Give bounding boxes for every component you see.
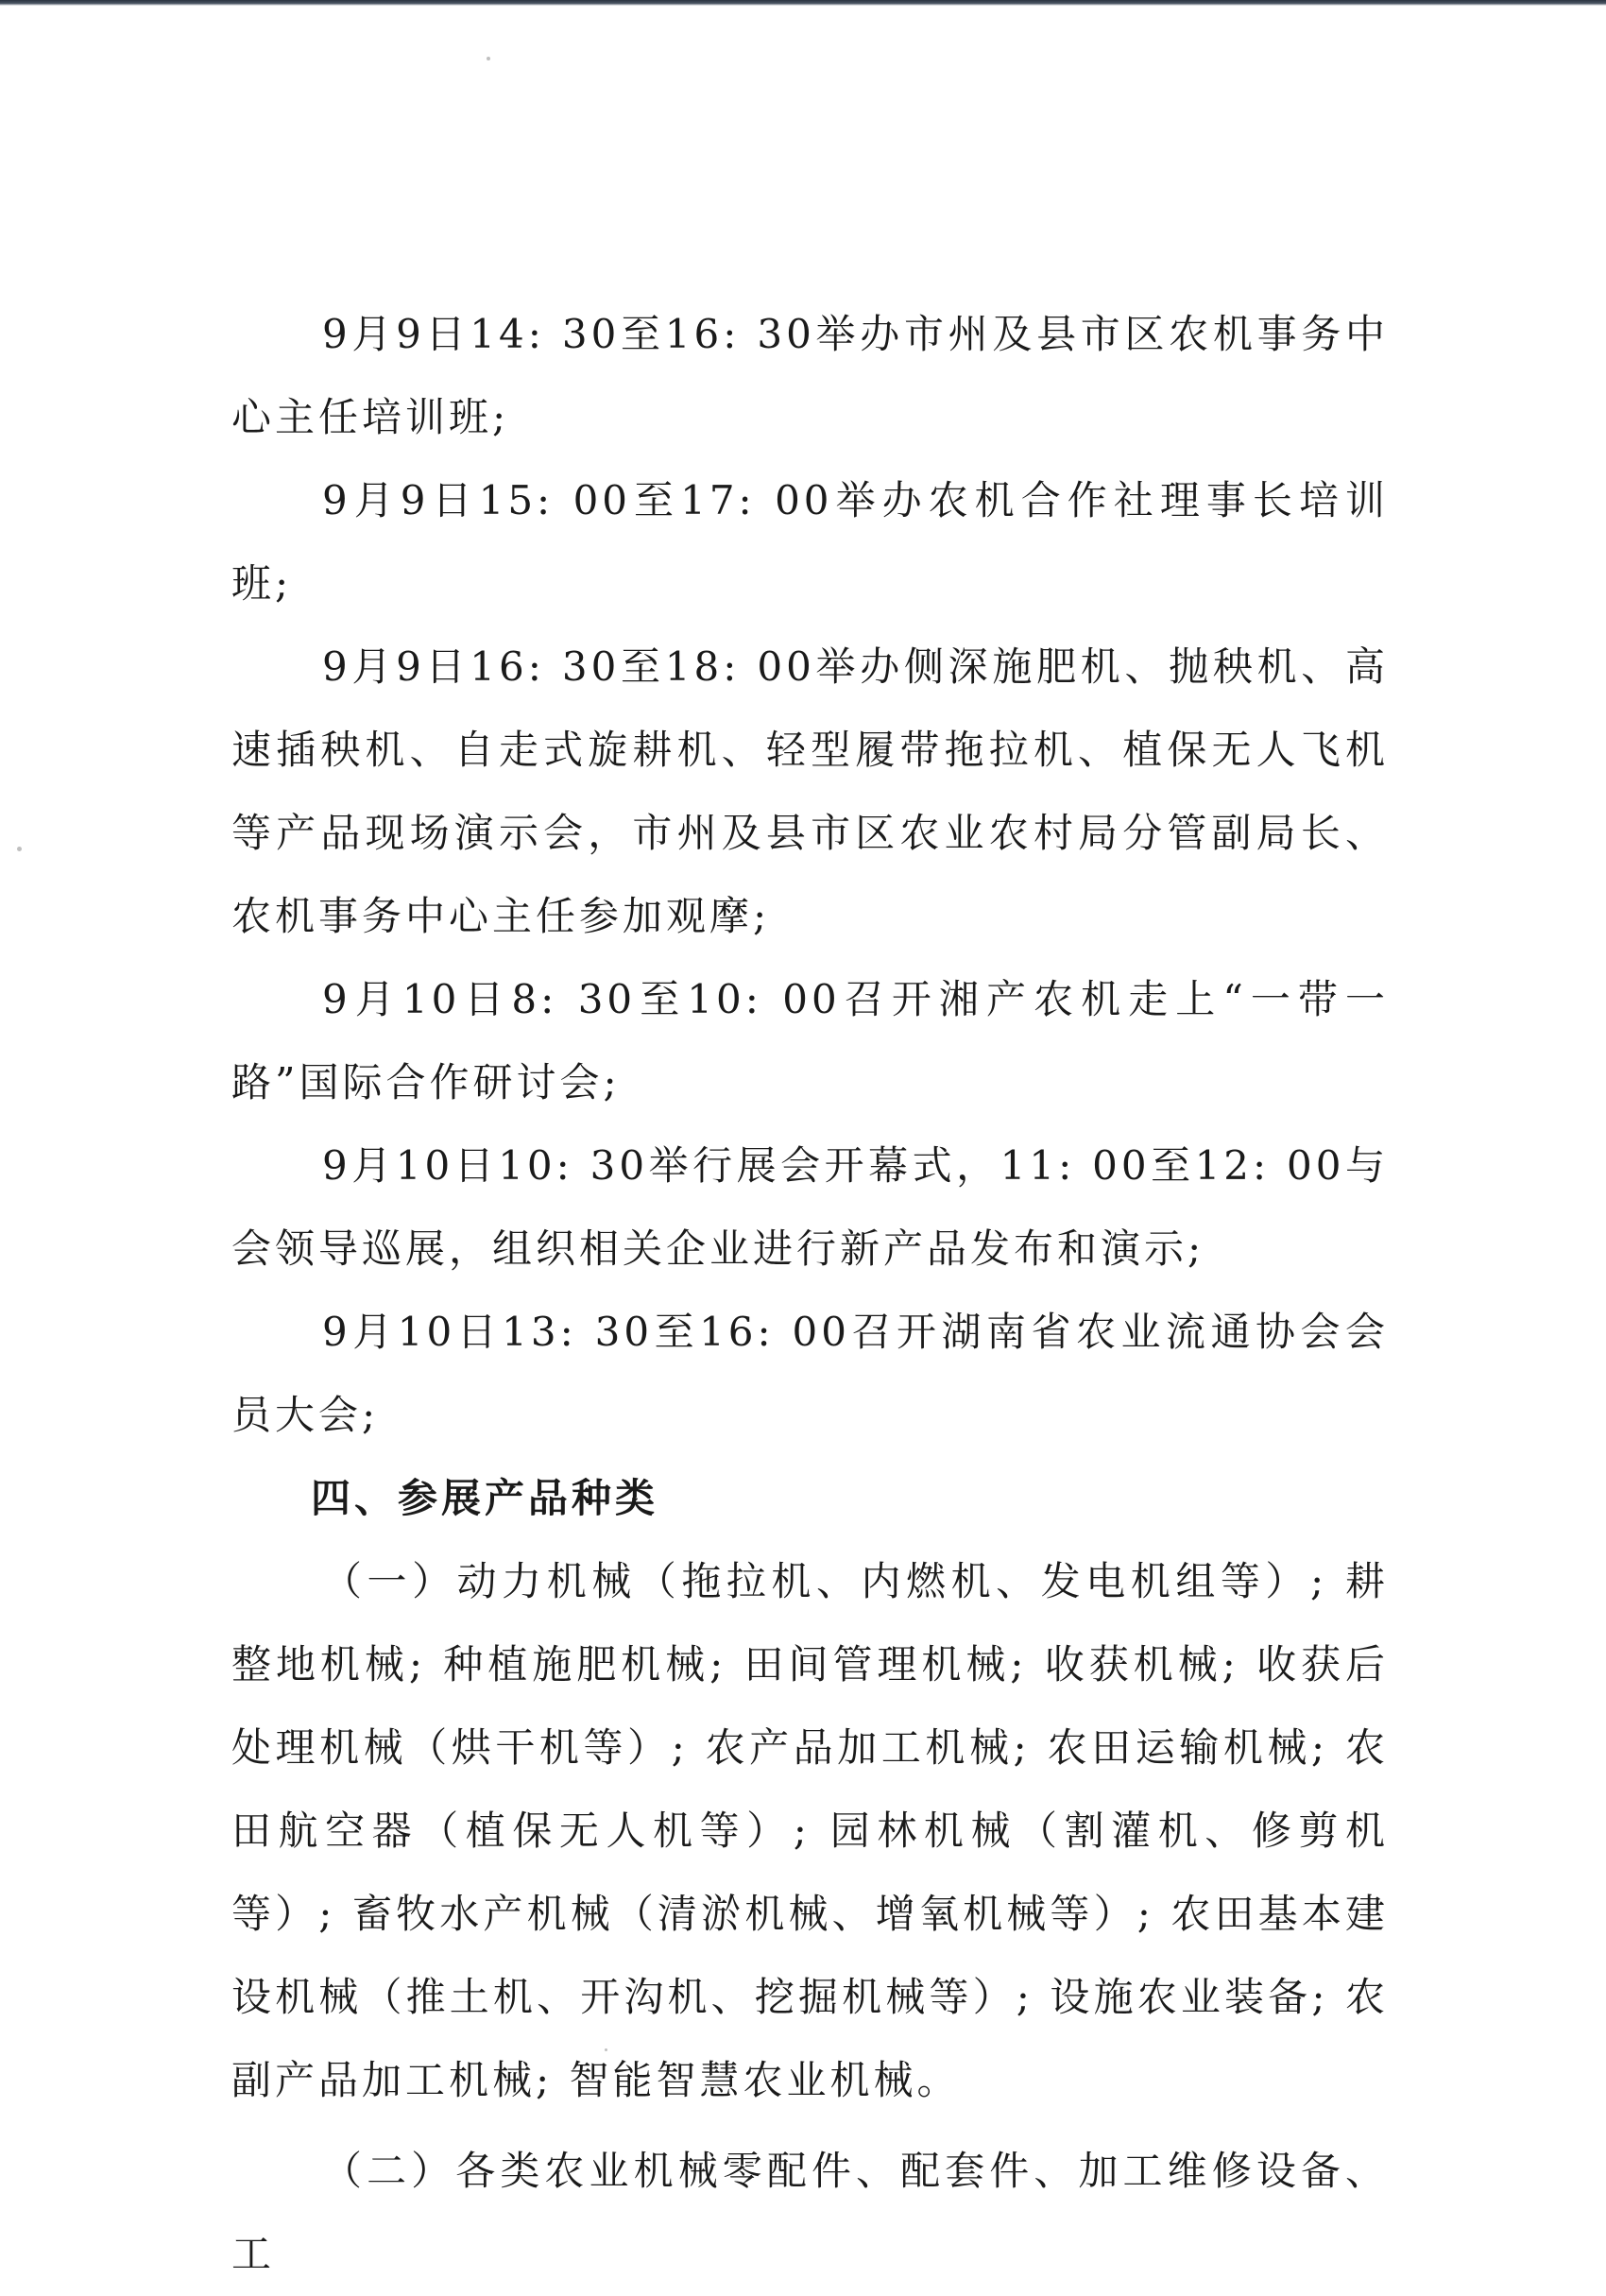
- scan-speck: [17, 847, 22, 851]
- section-heading: 四、参展产品种类: [311, 1475, 659, 1521]
- schedule-paragraph: 9月10日13: 30至16: 00召开湖南省农业流通协会会员大会;: [231, 1309, 1389, 1438]
- schedule-paragraph: 9月9日16: 30至18: 00举办侧深施肥机、抛秧机、高速插秧机、自走式旋耕机、轻型履带拖拉机、植保无人飞机等产品现场演示会，市州及县市区农业农村局分管副局长、农机事务中心主任参加观摩;: [231, 643, 1389, 939]
- schedule-paragraph: 9月9日15: 00至17: 00举办农机合作社理事长培训班;: [231, 477, 1389, 607]
- scan-speck: [487, 57, 490, 60]
- document-body: [231, 293, 1389, 2296]
- category-paragraph: （二）各类农业机械零配件、配套件、加工维修设备、工: [231, 2148, 1389, 2277]
- schedule-paragraph: 9月10日8: 30至10: 00召开湘产农机走上“一带一路”国际合作研讨会;: [231, 976, 1389, 1105]
- scan-top-edge: [0, 0, 1606, 6]
- schedule-paragraph: 9月10日10: 30举行展会开幕式，11: 00至12: 00与会领导巡展，组织相关企业进行新产品发布和演示;: [231, 1142, 1389, 1272]
- category-paragraph: （一）动力机械（拖拉机、内燃机、发电机组等）; 耕整地机械; 种植施肥机械; 田间管理机械; 收获机械; 收获后处理机械（烘干机等）; 农产品加工机械; 农田运输机械; 农田航空器（植保无人机等）; 园林机械（割灌机、修剪机等）; 畜牧水产机械（清淤机械、增氧机械等）; 农田基本建设机械（推土机、开沟机、挖掘机械等）; 设施农业装备; 农副产品加工机械; 智能智慧农业机械。: [231, 1558, 1389, 2103]
- schedule-paragraph: 9月9日14: 30至16: 30举办市州及县市区农机事务中心主任培训班;: [231, 311, 1389, 440]
